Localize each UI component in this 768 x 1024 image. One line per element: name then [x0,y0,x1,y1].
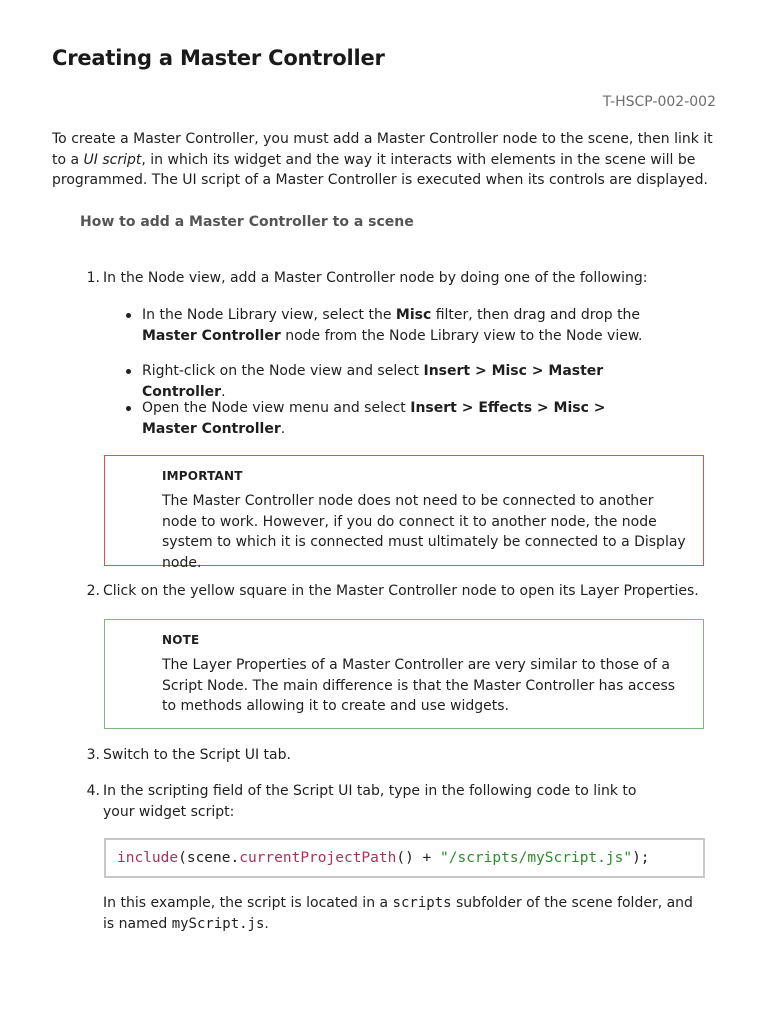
bullet-dot-icon [126,369,131,374]
code-string: "/scripts/myScript.js" [440,850,633,866]
page-title: Creating a Master Controller [52,46,385,70]
step-text: Switch to the Script UI tab. [103,747,291,763]
code-snippet[interactable] [104,838,705,878]
bullet-item-node-library [126,305,716,347]
inline-code-folder: scripts [392,895,452,911]
document-id: T-HSCP-002-002 [602,94,716,110]
code-text: (scene. [178,850,240,866]
note-body: The Layer Properties of a Master Controller are very similar to those of a Script Node. The main difference is that the Master Controller has access to methods allowing it to create and use widgets. [162,657,676,714]
code-text: () + [396,850,441,866]
intro-text-2: , in which its widget and the way it interacts with elements in the scene will be programmed. The UI script of a Master Controller is executed when its controls are displayed. [52,151,709,188]
important-body: The Master Controller node does not need to be connected to another node to work. However, if you do connect it to another node, the node system to which it is connected must ultimately be connected to a Display node. [162,493,686,571]
step-number: 3. [86,747,100,763]
code-property: currentProjectPath [239,850,397,866]
bullet-item-node-view-menu [126,398,716,440]
important-label: IMPORTANT [162,469,243,483]
step-text: In the Node view, add a Master Controller node by doing one of the following: [103,270,648,286]
section-title: How to add a Master Controller to a scene [80,214,414,230]
intro-italic-term: UI script [83,151,142,168]
bullet-dot-icon [126,313,131,318]
step-number: 4. [86,783,100,799]
note-callout [104,619,704,729]
step-number: 2. [86,583,100,599]
bullet-text: Right-click on the Node view and select Insert > Misc > Master Controller. [142,363,604,400]
step-number: 1. [86,270,100,286]
intro-text-1: To create a Master Controller, you must add a Master Controller node to the scene, then link it to a [52,131,713,168]
bullet-item-right-click [126,361,716,400]
important-callout [104,455,704,571]
step-text: In the scripting field of the Script UI tab, type in the following code to link to your widget script: [103,783,637,820]
bullet-dot-icon [126,406,131,411]
code-function: include [117,850,179,866]
step-text: Click on the yellow square in the Master Controller node to open its Layer Properties. [103,583,699,599]
inline-code-filename: myScript.js [171,915,265,932]
example-paragraph: In this example, the script is located in a scripts subfolder of the scene folder, and is named myScript.js. [103,895,693,932]
code-text: ); [632,850,650,866]
note-label: NOTE [162,633,200,647]
intro-paragraph [52,129,720,191]
bullet-text: Open the Node view menu and select Insert > Effects > Misc > Master Controller. [142,400,606,437]
bullet-text: In the Node Library view, select the Misc filter, then drag and drop the Master Controller node from the Node Library view to the Node view. [142,307,643,344]
